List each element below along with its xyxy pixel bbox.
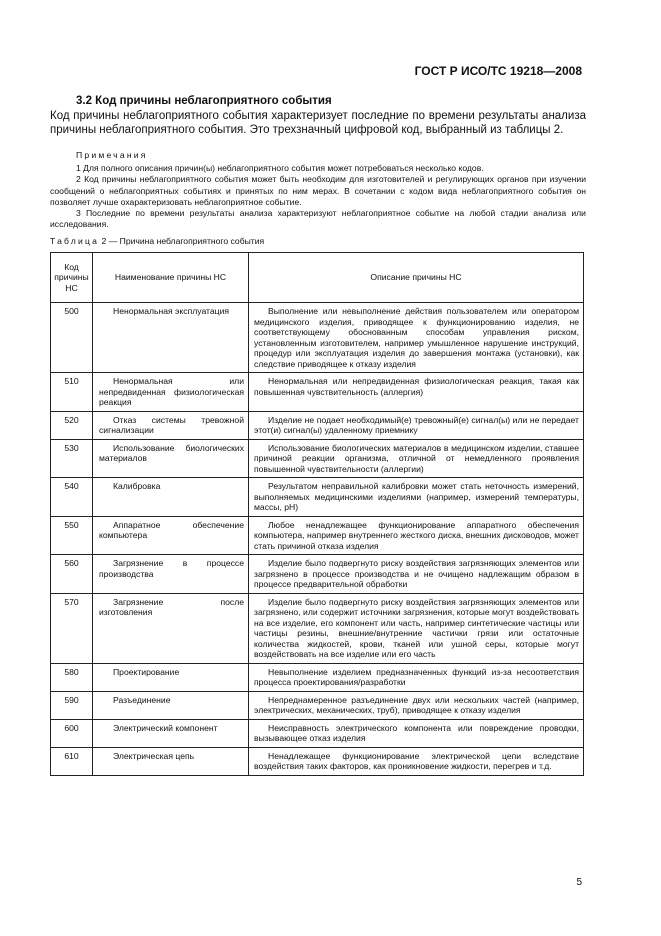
row-code: 610 [51,747,93,775]
row-code: 500 [51,303,93,373]
row-name: Электрическая цепь [93,747,249,775]
row-desc: Изделие не подает необходимый(е) тревожный(е) сигнал(ы) или не передает этот(и) сигнал(ы) удаленному приемнику [249,411,584,439]
row-code: 560 [51,555,93,594]
row-desc: Невыполнение изделием предназначенных функций из-за несоответствия процесса проектирования/разработки [249,663,584,691]
row-name: Загрязнение после изготовления [93,593,249,663]
row-name: Использование биологических материалов [93,439,249,478]
table-row [51,439,584,478]
table-caption-prefix: Таблица [50,236,100,246]
table-row [51,303,584,373]
table-header-row [51,253,584,303]
row-code: 510 [51,373,93,412]
row-name: Ненормальная эксплуатация [93,303,249,373]
row-code: 540 [51,478,93,517]
page-number: 5 [576,877,582,888]
table-row [51,663,584,691]
row-name: Проектирование [93,663,249,691]
cause-table [50,252,584,776]
row-desc: Выполнение или невыполнение действия пользователем или оператором медицинского изделия, приводящее к функционированию изделия, не соответствующему обоснованным способам управления риском, установленным изготовителем, например умышленное нарушение инструкций, процедур или эксплуатация изделия до завершения монтажа (установки), как следствие приводящее к отказу изделия [249,303,584,373]
row-code: 600 [51,719,93,747]
row-desc: Использование биологических материалов в медицинском изделии, ставшее причиной реакции организма, отличной от немедленного проявления повышенной чувствительности (аллергии) [249,439,584,478]
table-row [51,516,584,555]
header-name: Наименование причины НС [93,253,249,303]
note-item: 2 Код причины неблагоприятного события может быть необходим для изготовителей и регулирующих органов при изучении сообщений о неблагоприятных событиях и принятых по ним мерах. В сочетании с кодом вида неблагоприятного события он позволяет лучше охарактеризовать неблагоприятное событие. [50,174,586,207]
row-name: Загрязнение в процессе производства [93,555,249,594]
row-name: Разъединение [93,691,249,719]
row-code: 580 [51,663,93,691]
row-code: 590 [51,691,93,719]
row-desc: Непреднамеренное разъединение двух или нескольких частей (например, электрических, механических, труб), приводящее к отказу изделия [249,691,584,719]
row-code: 570 [51,593,93,663]
row-desc: Изделие было подвергнуто риску воздействия загрязняющих элементов или загрязнено в процессе производства и не очищено надлежащим образом в процессе предварительной обработки [249,555,584,594]
row-code: 520 [51,411,93,439]
table-row [51,719,584,747]
row-code: 530 [51,439,93,478]
table-row [51,373,584,412]
row-desc: Результатом неправильной калибровки может стать неточность измерений, выполняемых медицинскими изделиями (например, измерений температуры, массы, pH) [249,478,584,517]
table-row [51,593,584,663]
section-3-2 [50,94,586,137]
note-item: 3 Последние по времени результаты анализа характеризуют неблагоприятное событие на любой стадии анализа или исследования. [50,208,586,230]
table-row [51,411,584,439]
notes-title: Примечания [76,150,148,160]
row-name: Отказ системы тревожной сигнализации [93,411,249,439]
row-desc: Изделие было подвергнуто риску воздействия загрязняющих элементов или загрязнено, или содержит источники загрязнения, которые могут воздействовать на все изделие, его компонент или часть, например синтетические частицы или частицы резины, внешние/внутренние частички грязи или остаточные количества жидкостей, крови, тканей или ушной серы, которые могут воздействовать на все изделие или его часть [249,593,584,663]
table-row [51,747,584,775]
table-row [51,691,584,719]
row-desc: Неисправность электрического компонента или повреждение проводки, вызывающее отказ изделия [249,719,584,747]
row-name: Ненормальная или непредвиденная физиологическая реакция [93,373,249,412]
notes-block [50,150,586,230]
section-body: Код причины неблагоприятного события характеризует последние по времени результаты анализа причины неблагоприятного события. Это трехзначный цифровой код, выбранный из таблицы 2. [50,110,586,136]
row-name: Калибровка [93,478,249,517]
table-row [51,478,584,517]
row-name: Электрический компонент [93,719,249,747]
row-desc: Любое ненадлежащее функционирование аппаратного обеспечения компьютера, например внутреннего жесткого диска, внешних дисководов, может стать причиной отказа изделия [249,516,584,555]
standard-designation: ГОСТ Р ИСО/ТС 19218—2008 [414,64,582,78]
row-name: Аппаратное обеспечение компьютера [93,516,249,555]
row-code: 550 [51,516,93,555]
section-title: 3.2 Код причины неблагоприятного события [76,95,332,107]
row-desc: Ненормальная или непредвиденная физиологическая реакция, такая как повышенная чувствительность (аллергия) [249,373,584,412]
table-row [51,555,584,594]
table-caption-text: 2 — Причина неблагоприятного события [99,236,265,246]
note-item: 1 Для полного описания причин(ы) неблагоприятного события может потребоваться несколько кодов. [76,163,484,174]
header-code: Код причины НС [51,253,93,303]
table-caption [50,236,264,246]
row-desc: Ненадлежащее функционирование электрической цепи вследствие воздействия таких факторов, как проникновение жидкости, перегрев и т.д. [249,747,584,775]
header-desc: Описание причины НС [249,253,584,303]
